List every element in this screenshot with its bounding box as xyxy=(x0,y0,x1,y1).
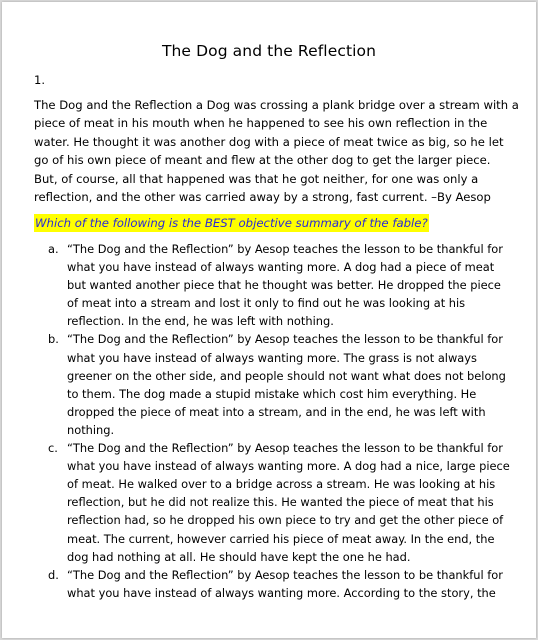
choice-line: “The Dog and the Reflection” by Aesop teaches the lesson to be thankful for xyxy=(67,567,503,582)
passage-line: But, of course, all that happened was that he got neither, for one was only a xyxy=(34,171,479,186)
fable-passage xyxy=(34,96,519,206)
choice-line: of meat. He walked over to a bridge across a stream. He was looking at his xyxy=(67,477,496,492)
choice-line: “The Dog and the Reflection” by Aesop teaches the lesson to be thankful for xyxy=(67,441,503,456)
choice-line: what you have instead of always wanting more. According to the story, the xyxy=(67,585,496,600)
choice-line: dog had nothing at all. He should have kept the one he had. xyxy=(67,549,411,564)
choice-line: nothing. xyxy=(67,422,115,437)
choice-line: dropped the piece of meat into a stream, and in the end, he was left with xyxy=(67,404,486,419)
answer-choice-c xyxy=(48,439,518,566)
choice-line: reflection. In the end, he was left with nothing. xyxy=(67,314,334,329)
choice-line: meat. The current, however carried his piece of meat away. In the end, the xyxy=(67,531,495,546)
choice-line: greener on the other side, and people should not want what does not belong xyxy=(67,368,506,383)
passage-line: go of his own piece of meant and flew at the other dog to get the larger piece. xyxy=(34,153,491,168)
choice-letter: d. xyxy=(48,567,59,582)
choice-line: reflection had, so he dropped his own piece to try and get the other piece of xyxy=(67,513,504,528)
choice-letter: a. xyxy=(48,242,59,256)
choice-line: to them. The dog made a stupid mistake which cost him everything. He xyxy=(67,386,477,401)
choice-line: what you have instead of always wanting more. The grass is not always xyxy=(67,350,477,365)
choice-letter: b. xyxy=(48,332,59,347)
choice-line: of meat into a stream and lost it only to find out he was looking at his xyxy=(67,296,466,311)
choice-line: “The Dog and the Reflection” by Aesop teaches the lesson to be thankful for xyxy=(67,242,503,256)
choice-line: “The Dog and the Reflection” by Aesop teaches the lesson to be thankful for xyxy=(67,332,503,347)
question-prompt: Which of the following is the BEST objective summary of the fable? xyxy=(35,216,428,230)
question-number: 1. xyxy=(34,73,45,87)
document-page xyxy=(2,2,536,638)
answer-choice-a xyxy=(48,240,518,330)
answer-choice-d xyxy=(48,566,518,602)
choice-line: reflection, but he did not realize this. He wanted the piece of meat that his xyxy=(67,495,494,510)
passage-line: reflection, and the other was carried away by a strong, fast current. –By Aesop xyxy=(34,190,491,205)
passage-line: water. He thought it was another dog with a piece of meat twice as big, so he let xyxy=(34,134,504,149)
choice-line: what you have instead of always wanting more. A dog had a nice, large piece xyxy=(67,459,510,474)
choice-letter: c. xyxy=(48,441,58,456)
answer-choice-b xyxy=(48,330,518,439)
document-title: The Dog and the Reflection xyxy=(161,42,377,60)
answer-choices xyxy=(48,240,518,602)
choice-line: what you have instead of always wanting more. A dog had a piece of meat xyxy=(67,260,495,275)
passage-line: The Dog and the Reflection a Dog was crossing a plank bridge over a stream with a xyxy=(34,98,519,112)
choice-line: but wanted another piece that he thought was better. He dropped the piece xyxy=(67,278,501,293)
passage-line: piece of meat in his mouth when he happened to see his own reflection in the xyxy=(34,116,488,131)
